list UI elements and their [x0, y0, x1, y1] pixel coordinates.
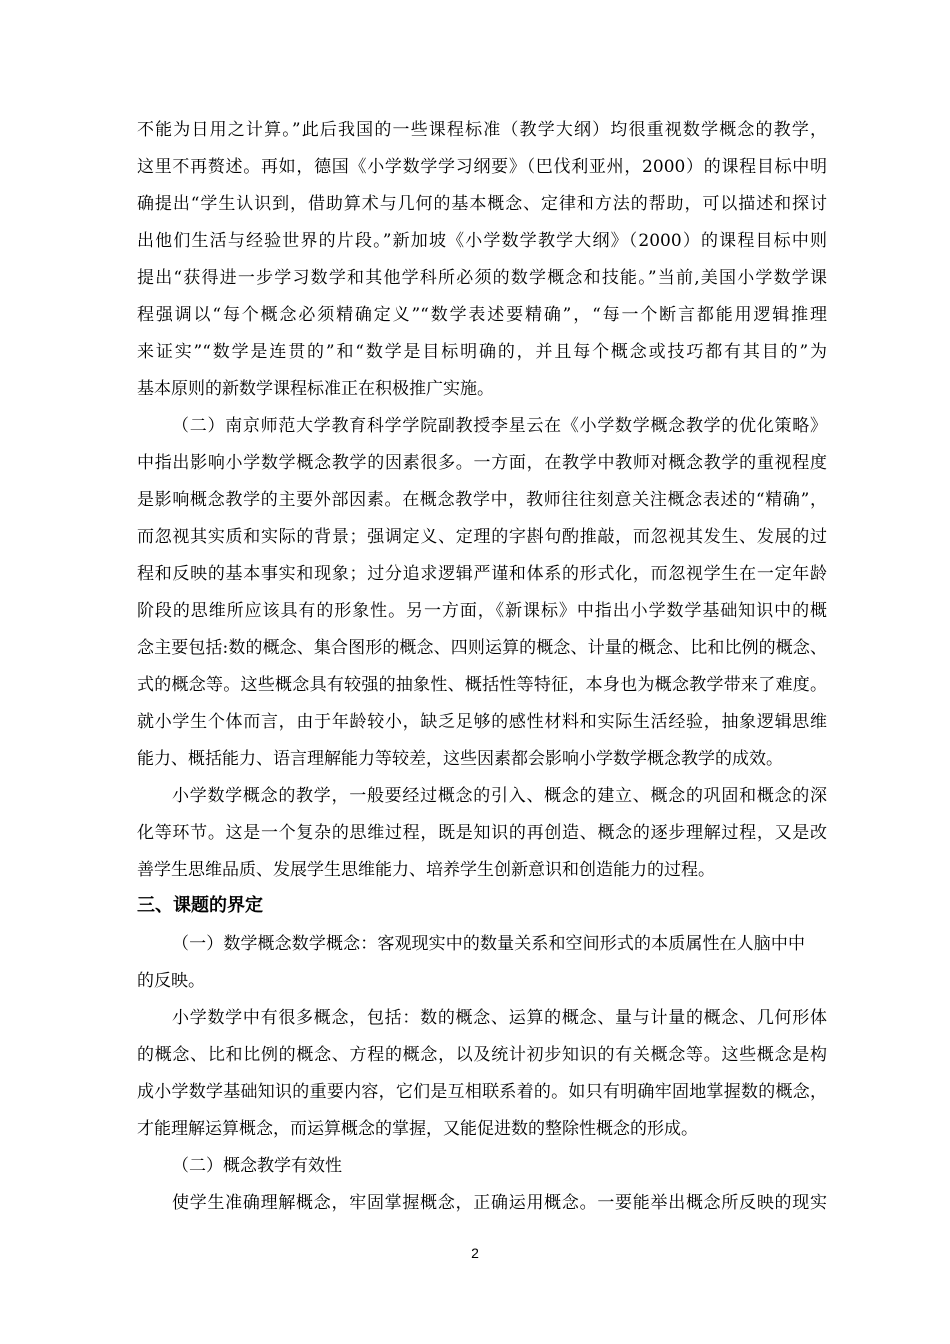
- paragraph-1-line-8: 基本原则的新数学课程标准正在积极推广实施。: [137, 379, 494, 399]
- paragraph-5-line-1: 使学生准确理解概念，牢固掌握概念，正确运用概念。一要能举出概念所反映的现实: [172, 1193, 827, 1213]
- paragraph-1-line-2: 这里不再赘述。再如，德国《小学数学学习纲要》（巴伐利亚州，2000）的课程目标中明: [137, 157, 827, 177]
- paragraph-1-line-7: 来证实”“数学是连贯的”和“数学是目标明确的，并且每个概念或技巧都有其目的”为: [137, 342, 827, 362]
- paragraph-4-line-4: 才能理解运算概念，而运算概念的掌握，又能促进数的整除性概念的形成。: [137, 1119, 698, 1139]
- paragraph-3-line-1: 小学数学概念的教学，一般要经过概念的引入、概念的建立、概念的巩固和概念的深: [172, 786, 827, 806]
- paragraph-2-line-4: 而忽视其实质和实际的背景；强调定义、定理的字斟句酌推敲，而忽视其发生、发展的过: [137, 527, 827, 547]
- paragraph-2-line-6: 阶段的思维所应该具有的形象性。另一方面，《新课标》中指出小学数学基础知识中的概: [137, 601, 827, 621]
- section-heading: 三、课题的界定: [137, 895, 263, 916]
- paragraph-2-line-3: 是影响概念教学的主要外部因素。在概念教学中，教师往往刻意关注概念表述的“精确”，: [137, 490, 827, 510]
- paragraph-2-line-1: （二）南京师范大学教育科学学院副教授李星云在《小学数学概念教学的优化策略》: [172, 416, 827, 436]
- paragraph-1-line-6: 程强调以“每个概念必须精确定义”“数学表述要精确”，“每一个断言都能用逻辑推理: [137, 305, 827, 325]
- paragraph-1-line-1: 不能为日用之计算。”此后我国的一些课程标准（教学大纲）均很重视数学概念的教学，: [137, 120, 827, 140]
- paragraph-3-line-2: 化等环节。这是一个复杂的思维过程，既是知识的再创造、概念的逐步理解过程，又是改: [137, 823, 827, 843]
- paragraph-4-line-1: 小学数学中有很多概念，包括：数的概念、运算的概念、量与计量的概念、几何形体: [172, 1008, 827, 1028]
- paragraph-1-line-3: 确提出“学生认识到，借助算术与几何的基本概念、定律和方法的帮助，可以描述和探讨: [137, 194, 827, 214]
- paragraph-2-line-2: 中指出影响小学数学概念教学的因素很多。一方面，在教学中教师对概念教学的重视程度: [137, 453, 827, 473]
- paragraph-3-line-3: 善学生思维品质、发展学生思维能力、培养学生创新意识和创造能力的过程。: [137, 860, 715, 880]
- paragraph-4-line-3: 成小学数学基础知识的重要内容，它们是互相联系着的。如只有明确牢固地掌握数的概念，: [137, 1082, 827, 1102]
- paragraph-2-line-7: 念主要包括:数的概念、集合图形的概念、四则运算的概念、计量的概念、比和比例的概念、: [137, 638, 827, 658]
- definition-1-line-1: （一）数学概念数学概念：客观现实中的数量关系和空间形式的本质属性在人脑中中: [172, 934, 805, 954]
- definition-1-line-2: 的反映。: [137, 971, 205, 991]
- paragraph-2-line-10: 能力、概括能力、语言理解能力等较差，这些因素都会影响小学数学概念教学的成效。: [137, 749, 783, 769]
- definition-2-title: （二）概念教学有效性: [172, 1156, 342, 1176]
- paragraph-1-line-5: 提出“获得进一步学习数学和其他学科所必须的数学概念和技能。”当前,美国小学数学课: [137, 268, 827, 288]
- paragraph-4-line-2: 的概念、比和比例的概念、方程的概念，以及统计初步知识的有关概念等。这些概念是构: [137, 1045, 827, 1065]
- paragraph-2-line-8: 式的概念等。这些概念具有较强的抽象性、概括性等特征，本身也为概念教学带来了难度。: [137, 675, 827, 695]
- paragraph-2-line-5: 程和反映的基本事实和现象；过分追求逻辑严谨和体系的形式化，而忽视学生在一定年龄: [137, 564, 827, 584]
- paragraph-1-line-4: 出他们生活与经验世界的片段。”新加坡《小学数学教学大纲》（2000）的课程目标中则: [137, 231, 827, 251]
- paragraph-2-line-9: 就小学生个体而言，由于年龄较小，缺乏足够的感性材料和实际生活经验，抽象逻辑思维: [137, 712, 827, 732]
- page-number: 2: [471, 1245, 479, 1261]
